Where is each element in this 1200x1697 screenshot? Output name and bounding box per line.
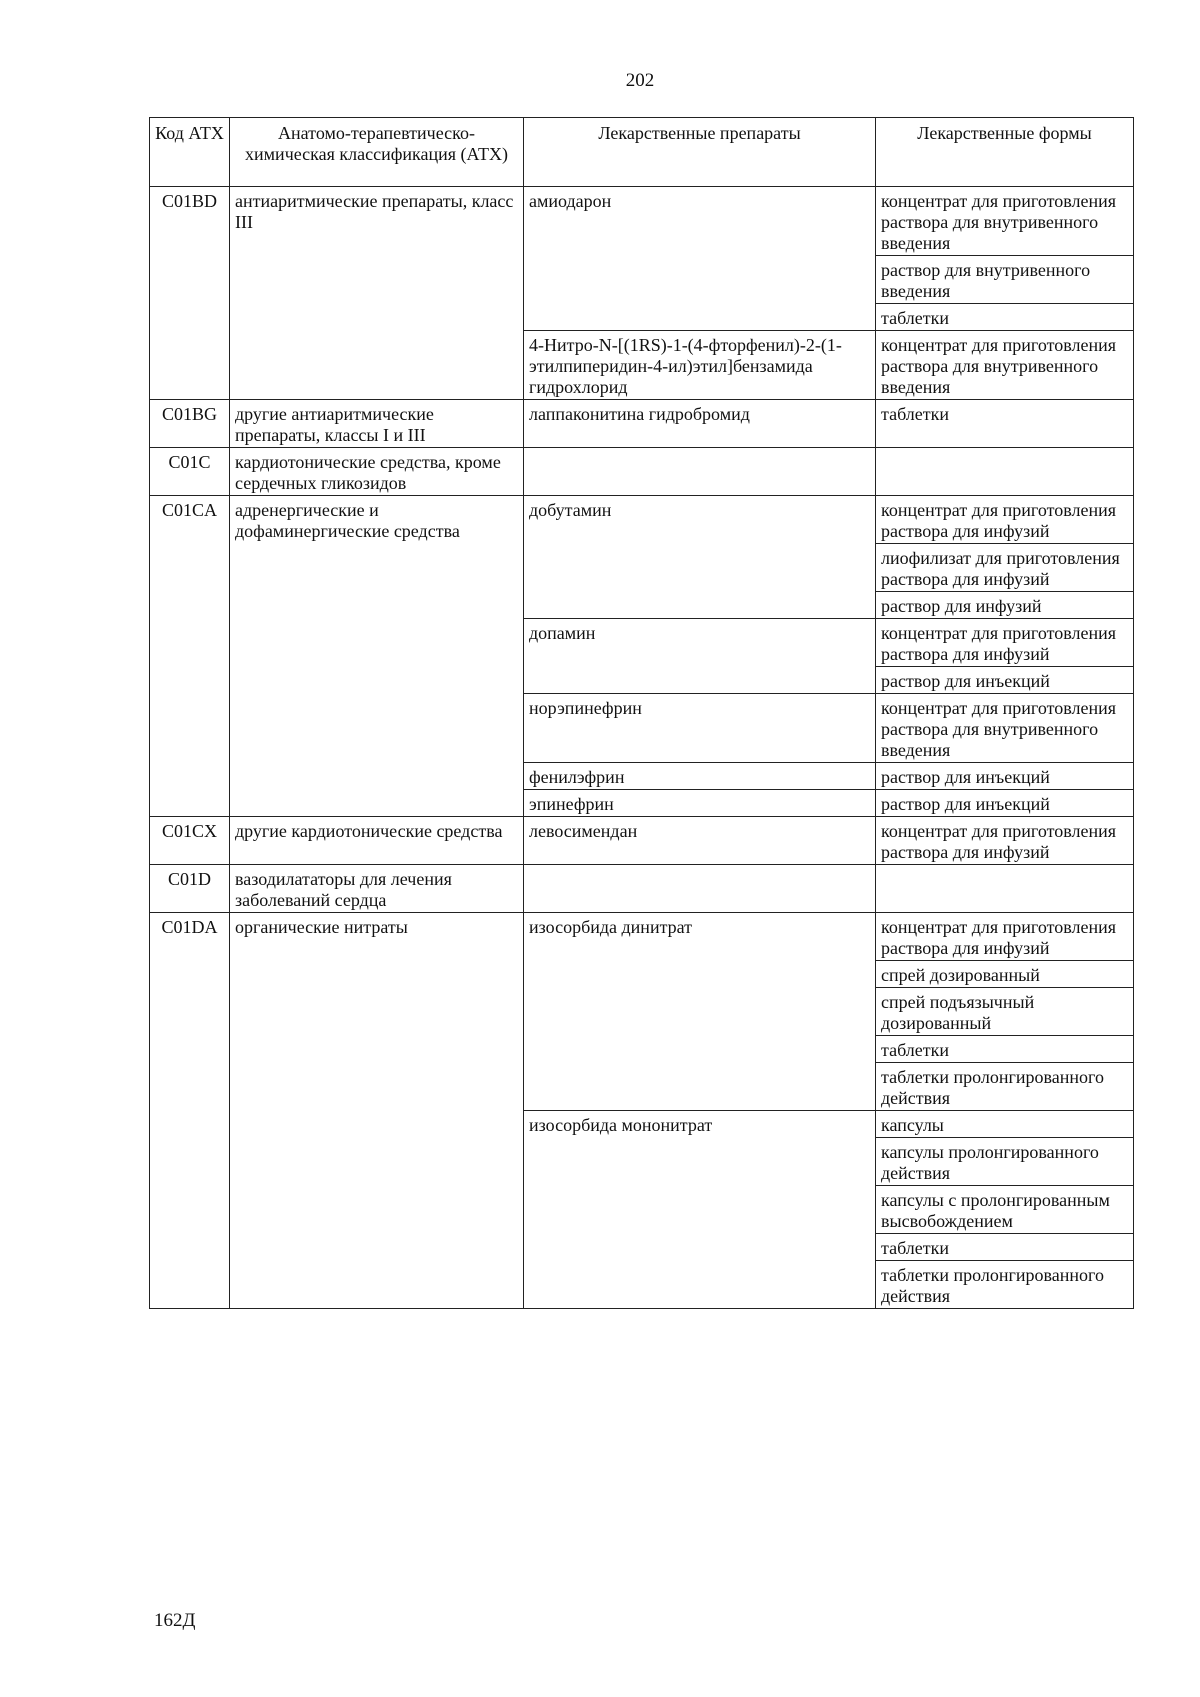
table-row bbox=[150, 913, 1134, 961]
drug-cell: изосорбида мононитрат bbox=[524, 1111, 876, 1309]
dosage-form-cell: лиофилизат для приготовления раствора для инфузий bbox=[876, 544, 1134, 592]
dosage-form-cell: капсулы bbox=[876, 1111, 1134, 1138]
dosage-form-cell: раствор для внутривенного введения bbox=[876, 256, 1134, 304]
classification-cell: другие антиаритмические препараты, классы I и III bbox=[230, 400, 524, 448]
dosage-form-cell: раствор для инъекций bbox=[876, 667, 1134, 694]
header-atc-code: Код АТХ bbox=[150, 118, 230, 187]
dosage-form-cell: концентрат для приготовления раствора для внутривенного введения bbox=[876, 187, 1134, 256]
drug-cell: левосимендан bbox=[524, 817, 876, 865]
drug-cell: лаппаконитина гидробромид bbox=[524, 400, 876, 448]
drug-cell: допамин bbox=[524, 619, 876, 694]
dosage-form-cell bbox=[876, 448, 1134, 496]
classification-cell: кардиотонические средства, кроме сердечных гликозидов bbox=[230, 448, 524, 496]
dosage-form-cell: спрей подъязычный дозированный bbox=[876, 988, 1134, 1036]
dosage-form-cell: концентрат для приготовления раствора для внутривенного введения bbox=[876, 331, 1134, 400]
atc-code-cell: C01BG bbox=[150, 400, 230, 448]
header-classification: Анатомо-терапевтическо-химическая классификация (АТХ) bbox=[230, 118, 524, 187]
table-row bbox=[150, 496, 1134, 544]
classification-cell: другие кардиотонические средства bbox=[230, 817, 524, 865]
table-row bbox=[150, 865, 1134, 913]
table-header-row bbox=[150, 118, 1134, 187]
classification-cell: антиаритмические препараты, класс III bbox=[230, 187, 524, 400]
footer-code: 162Д bbox=[154, 1610, 196, 1631]
drug-cell: изосорбида динитрат bbox=[524, 913, 876, 1111]
header-forms: Лекарственные формы bbox=[876, 118, 1134, 187]
dosage-form-cell: раствор для инъекций bbox=[876, 790, 1134, 817]
table-row bbox=[150, 400, 1134, 448]
dosage-form-cell: концентрат для приготовления раствора для инфузий bbox=[876, 817, 1134, 865]
dosage-form-cell: таблетки bbox=[876, 1234, 1134, 1261]
dosage-form-cell: таблетки пролонгированного действия bbox=[876, 1261, 1134, 1309]
dosage-form-cell: капсулы пролонгированного действия bbox=[876, 1138, 1134, 1186]
dosage-form-cell: концентрат для приготовления раствора для инфузий bbox=[876, 619, 1134, 667]
dosage-form-cell: концентрат для приготовления раствора для инфузий bbox=[876, 496, 1134, 544]
atc-code-cell: C01BD bbox=[150, 187, 230, 400]
dosage-form-cell: раствор для инфузий bbox=[876, 592, 1134, 619]
drug-cell: норэпинефрин bbox=[524, 694, 876, 763]
table-row bbox=[150, 187, 1134, 256]
drug-cell: эпинефрин bbox=[524, 790, 876, 817]
atc-code-cell: C01D bbox=[150, 865, 230, 913]
table-row bbox=[150, 448, 1134, 496]
atc-code-cell: C01CA bbox=[150, 496, 230, 817]
drug-cell: 4-Нитро-N-[(1RS)-1-(4-фторфенил)-2-(1-этилпиперидин-4-ил)этил]бензамида гидрохлорид bbox=[524, 331, 876, 400]
drug-cell: амиодарон bbox=[524, 187, 876, 331]
drug-cell: фенилэфрин bbox=[524, 763, 876, 790]
dosage-form-cell bbox=[876, 865, 1134, 913]
dosage-form-cell: концентрат для приготовления раствора для инфузий bbox=[876, 913, 1134, 961]
page-number: 202 bbox=[625, 70, 655, 91]
drug-cell bbox=[524, 865, 876, 913]
atc-code-cell: C01DA bbox=[150, 913, 230, 1309]
drug-cell bbox=[524, 448, 876, 496]
dosage-form-cell: таблетки bbox=[876, 1036, 1134, 1063]
table-body bbox=[150, 187, 1134, 1309]
table-row bbox=[150, 817, 1134, 865]
classification-cell: органические нитраты bbox=[230, 913, 524, 1309]
dosage-form-cell: раствор для инъекций bbox=[876, 763, 1134, 790]
atc-table bbox=[149, 117, 1134, 1309]
classification-cell: адренергические и дофаминергические средства bbox=[230, 496, 524, 817]
classification-cell: вазодилататоры для лечения заболеваний сердца bbox=[230, 865, 524, 913]
atc-code-cell: C01C bbox=[150, 448, 230, 496]
dosage-form-cell: спрей дозированный bbox=[876, 961, 1134, 988]
dosage-form-cell: таблетки bbox=[876, 304, 1134, 331]
dosage-form-cell: таблетки пролонгированного действия bbox=[876, 1063, 1134, 1111]
atc-code-cell: C01CX bbox=[150, 817, 230, 865]
drug-cell: добутамин bbox=[524, 496, 876, 619]
header-drugs: Лекарственные препараты bbox=[524, 118, 876, 187]
dosage-form-cell: таблетки bbox=[876, 400, 1134, 448]
dosage-form-cell: концентрат для приготовления раствора для внутривенного введения bbox=[876, 694, 1134, 763]
dosage-form-cell: капсулы с пролонгированным высвобождением bbox=[876, 1186, 1134, 1234]
